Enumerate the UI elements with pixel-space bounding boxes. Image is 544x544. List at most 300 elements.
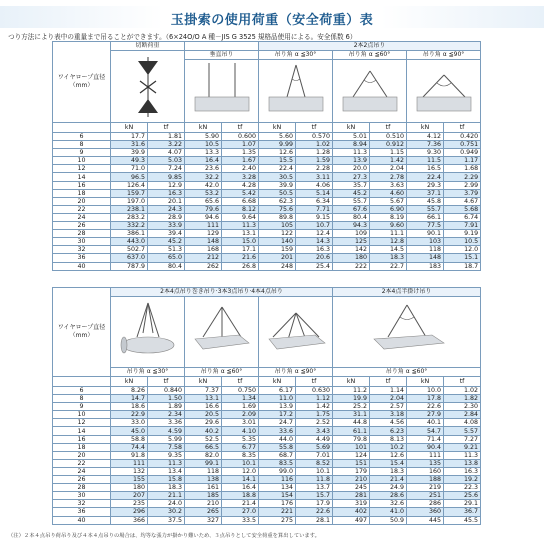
load-value: 13.9 [333,157,370,165]
load-value: 0.420 [444,133,481,141]
load-value: 16.6 [185,403,222,411]
load-value: 41.0 [370,508,407,516]
load-value: 1.42 [370,157,407,165]
load-value: 91.8 [111,451,148,459]
load-value: 161 [185,484,222,492]
load-value: 245 [333,484,370,492]
load-value: 11.3 [444,451,481,459]
load-value: 32.6 [370,500,407,508]
load-value: 5.14 [296,189,333,197]
load-value: 1.17 [444,157,481,165]
load-value: 15.1 [444,254,481,262]
rope-diameter: 14 [53,173,111,181]
load-value: 9.99 [259,141,296,149]
load-value: 1.35 [222,149,259,157]
cut-load-header: 切断荷重 [111,42,185,51]
table-row [53,492,481,500]
load-value: 4.28 [222,181,259,189]
load-value: 6.90 [370,205,407,213]
table-row [53,238,481,246]
load-value: 1.81 [148,133,185,141]
load-value: 9.35 [148,451,185,459]
load-value: 50.5 [259,189,296,197]
load-value: 10.7 [296,222,333,230]
rope-diameter: 30 [53,238,111,246]
load-value: 18.8 [222,492,259,500]
load-value: 7.01 [296,451,333,459]
load-value: 25.2 [333,403,370,411]
angle30-header-2: 吊り角 α ≦30° [111,368,185,377]
table-row [53,500,481,508]
load-value: 4.06 [296,181,333,189]
rope-diameter: 10 [53,411,111,419]
load-value: 28.9 [148,213,185,221]
load-value: 3.22 [148,141,185,149]
load-value: 151 [333,459,370,467]
load-value: 29.3 [407,181,444,189]
load-value: 3.01 [222,419,259,427]
load-value: 3.43 [296,427,333,435]
table-row [53,411,481,419]
load-value: 9.30 [407,149,444,157]
load-value: 2.40 [222,165,259,173]
load-value: 31.6 [111,141,148,149]
load-value: 35.7 [333,181,370,189]
rope-diameter: 24 [53,467,111,475]
load-value: 17.9 [296,500,333,508]
load-value: 140 [259,238,296,246]
load-value: 10.1 [222,459,259,467]
unit-header: tf [148,377,185,387]
load-value: 248 [259,262,296,270]
load-value: 12.8 [370,238,407,246]
load-value: 0.750 [222,387,259,395]
load-value: 11.8 [296,476,333,484]
load-value: 4.56 [370,419,407,427]
load-value: 16.3 [148,189,185,197]
load-value: 4.60 [370,189,407,197]
load-value: 4.08 [444,419,481,427]
angle30-figure [259,60,333,123]
table-row [53,230,481,238]
rope-diameter: 18 [53,189,111,197]
load-value: 24.0 [148,500,185,508]
load-value: 0.510 [370,133,407,141]
table-row [53,197,481,205]
load-value: 16.3 [296,246,333,254]
table-row [53,387,481,395]
load-value: 39.9 [259,181,296,189]
load-value: 4.10 [222,427,259,435]
load-value: 10.0 [407,387,444,395]
load-value: 4.59 [148,427,185,435]
load-value: 1.02 [296,141,333,149]
load-value: 29.1 [444,500,481,508]
unit-header: kN [185,377,222,387]
load-value: 154 [259,492,296,500]
rope-diameter: 8 [53,141,111,149]
load-value: 13.1 [185,395,222,403]
load-value: 386.1 [111,230,148,238]
load-value: 22.4 [407,173,444,181]
table-row [53,476,481,484]
load-value: 1.69 [222,403,259,411]
load-value: 179 [333,467,370,475]
table-row [53,222,481,230]
unit-header: tf [296,377,333,387]
load-value: 11.3 [333,149,370,157]
load-value: 1.89 [148,403,185,411]
rope-diameter: 22 [53,205,111,213]
angle60-figure-2 [185,297,259,368]
load-value: 148 [407,254,444,262]
load-value: 25.6 [444,492,481,500]
load-value: 1.12 [296,395,333,403]
load-value: 1.82 [444,395,481,403]
load-value: 11.3 [148,459,185,467]
load-value: 168 [185,246,222,254]
unit-header: kN [111,377,148,387]
load-value: 319 [333,500,370,508]
load-value: 22.4 [259,165,296,173]
load-value: 5.35 [222,435,259,443]
load-value: 6.74 [444,213,481,221]
load-value: 16.5 [407,165,444,173]
load-value: 12.0 [444,246,481,254]
three-point-lift-icon [189,299,255,365]
choker-lift-icon [115,299,181,365]
load-value: 20.1 [148,197,185,205]
load-value: 90.4 [407,443,444,451]
load-value: 219 [407,484,444,492]
load-value: 5.90 [185,133,222,141]
angle30-lift-icon [263,61,329,121]
unit-header: kN [407,123,444,133]
table-row [53,133,481,141]
angle60-figure [333,60,407,123]
load-value: 2.52 [296,419,333,427]
load-value: 180 [333,254,370,262]
load-table-2 [52,287,481,525]
load-value: 15.8 [148,476,185,484]
load-value: 22.7 [370,262,407,270]
load-value: 132 [111,467,148,475]
load-value: 66.5 [185,443,222,451]
table-row [53,262,481,270]
load-value: 6.68 [222,197,259,205]
load-value: 58.8 [111,435,148,443]
load-value: 125 [333,238,370,246]
load-value: 129 [185,230,222,238]
load-value: 142 [333,246,370,254]
load-value: 30.5 [259,173,296,181]
load-value: 21.6 [222,254,259,262]
rope-diameter: 10 [53,157,111,165]
load-value: 7.27 [444,435,481,443]
load-value: 159 [259,246,296,254]
load-value: 6.23 [370,427,407,435]
load-value: 1.14 [370,387,407,395]
unit-header: tf [444,123,481,133]
load-value: 11.3 [222,222,259,230]
load-value: 296 [111,508,148,516]
load-value: 2.99 [444,181,481,189]
load-value: 286 [407,500,444,508]
load-value: 445 [407,516,444,524]
load-value: 13.4 [148,467,185,475]
unit-header: tf [148,123,185,133]
load-value: 11.1 [370,230,407,238]
load-value: 212 [185,254,222,262]
group-header: 2本4点吊り巻き吊り·3本3点吊り·4本4点吊り [111,288,333,297]
rope-diameter: 36 [53,508,111,516]
unit-header: tf [444,377,481,387]
load-value: 9.19 [444,230,481,238]
vertical-figure [185,60,259,123]
rope-diameter: 26 [53,476,111,484]
load-value: 80.4 [333,213,370,221]
rope-diameter: 9 [53,149,111,157]
load-value: 40.2 [185,427,222,435]
load-value: 45.2 [333,189,370,197]
cut-wire-icon [128,55,168,119]
load-value: 24.9 [370,484,407,492]
footnote: （注）２本４点吊り荷吊り及び４本４点吊りの場合は、均等な張力が掛かり難いため、３点吊りとして安全荷重を算出しています。 [8,533,320,539]
load-value: 25.4 [296,262,333,270]
four-point-lift-icon [263,299,329,365]
load-value: 61.1 [333,427,370,435]
load-value: 402 [333,508,370,516]
load-value: 45.0 [111,427,148,435]
load-value: 71.0 [111,165,148,173]
load-value: 18.7 [444,262,481,270]
load-value: 24.3 [148,205,185,213]
load-value: 502.7 [111,246,148,254]
load-value: 10.5 [185,141,222,149]
table-row [53,149,481,157]
load-value: 55.7 [333,197,370,205]
load-value: 3.11 [296,173,333,181]
load-value: 8.26 [111,387,148,395]
load-value: 4.49 [296,435,333,443]
load-value: 71.4 [407,435,444,443]
load-value: 79.8 [333,435,370,443]
load-value: 18.6 [111,403,148,411]
load-value: 5.01 [333,133,370,141]
load-value: 2.29 [444,173,481,181]
load-value: 22.3 [444,484,481,492]
load-value: 33.5 [222,516,259,524]
load-value: 19.9 [333,395,370,403]
load-value: 1.67 [222,157,259,165]
load-value: 37.5 [148,516,185,524]
load-value: 15.5 [259,157,296,165]
load-value: 39.4 [148,230,185,238]
rope-diameter: 6 [53,387,111,395]
angle90-header: 吊り角 α ≦90° [407,51,481,60]
load-value: 99.0 [259,467,296,475]
vertical-header: 垂直吊り [185,51,259,60]
load-value: 9.15 [296,213,333,221]
load-value: 0.751 [444,141,481,149]
angle60-header-2: 吊り角 α ≦60° [185,368,259,377]
load-value: 9.60 [370,222,407,230]
load-value: 118 [185,467,222,475]
load-value: 124 [333,451,370,459]
load-value: 94.6 [185,213,222,221]
load-value: 265 [185,508,222,516]
table-row [53,459,481,467]
load-value: 4.12 [407,133,444,141]
load-value: 366 [111,516,148,524]
load-value: 210 [333,476,370,484]
load-value: 94.3 [333,222,370,230]
load-value: 122 [259,230,296,238]
load-value: 3.36 [148,419,185,427]
load-value: 5.03 [148,157,185,165]
rope-diameter: 16 [53,435,111,443]
table-row [53,508,481,516]
load-value: 7.91 [444,222,481,230]
load-value: 16.4 [185,157,222,165]
load-value: 99.1 [185,459,222,467]
rope-diameter: 18 [53,443,111,451]
intro-note: つり方法により表中の重量まで吊ることができます。（6×24O/O A 種－JIS G 3525 規格品使用による。安全係数 6） [8,33,357,41]
load-value: 1.15 [370,149,407,157]
load-value: 21.1 [148,492,185,500]
angle60-header-3: 吊り角 α ≦60° [333,368,481,377]
rope-diameter: 28 [53,484,111,492]
load-value: 37.1 [407,189,444,197]
load-value: 8.19 [370,213,407,221]
load-value: 16.4 [222,484,259,492]
load-value: 2.78 [370,173,407,181]
two-point-header: 2本2点吊り [259,42,481,51]
table-row [53,484,481,492]
load-value: 251 [407,492,444,500]
load-value: 54.7 [407,427,444,435]
load-value: 5.42 [222,189,259,197]
load-table-1 [52,41,481,271]
load-value: 22.6 [407,403,444,411]
load-value: 13.1 [222,230,259,238]
rope-diameter: 24 [53,213,111,221]
load-value: 8.52 [296,459,333,467]
vertical-lift-icon [189,61,255,121]
load-value: 27.0 [222,508,259,516]
load-value: 80.4 [148,262,185,270]
load-value: 49.3 [111,157,148,165]
load-value: 180 [111,484,148,492]
load-value: 210 [185,500,222,508]
rope-diameter: 6 [53,133,111,141]
load-value: 497 [333,516,370,524]
load-value: 155 [111,476,148,484]
table-row [53,165,481,173]
load-value: 443.0 [111,238,148,246]
load-value: 281 [333,492,370,500]
load-value: 0.630 [296,387,333,395]
load-value: 13.7 [296,484,333,492]
load-value: 23.6 [185,165,222,173]
load-value: 77.5 [407,222,444,230]
load-value: 1.34 [222,395,259,403]
load-value: 62.3 [259,197,296,205]
rope-diameter: 30 [53,492,111,500]
load-value: 1.28 [296,149,333,157]
load-value: 1.75 [296,411,333,419]
load-value: 36.7 [444,508,481,516]
load-value: 1.07 [222,141,259,149]
load-value: 55.8 [259,443,296,451]
load-value: 28.1 [296,516,333,524]
load-value: 148 [185,238,222,246]
load-value: 14.3 [296,238,333,246]
load-value: 4.07 [148,149,185,157]
load-value: 111 [407,451,444,459]
angle90-figure-2 [259,297,333,368]
half-hitch-figure [333,297,481,368]
load-value: 20.5 [185,411,222,419]
table-row [53,435,481,443]
load-value: 66.1 [407,213,444,221]
unit-header: kN [259,123,296,133]
load-value: 96.5 [111,173,148,181]
rope-diameter: 26 [53,222,111,230]
load-value: 50.9 [370,516,407,524]
load-value: 11.5 [407,157,444,165]
load-value: 105 [259,222,296,230]
load-value: 10.2 [370,443,407,451]
rope-diameter: 12 [53,419,111,427]
load-value: 52.5 [185,435,222,443]
load-value: 90.1 [407,230,444,238]
load-value: 134 [259,484,296,492]
table-row [53,181,481,189]
unit-header: kN [333,377,370,387]
angle30-header: 吊り角 α ≦30° [259,51,333,60]
load-value: 138 [185,476,222,484]
load-value: 135 [407,459,444,467]
load-value: 262 [185,262,222,270]
load-value: 55.7 [407,205,444,213]
angle90-lift-icon [411,61,477,121]
load-value: 7.24 [148,165,185,173]
load-value: 3.79 [444,189,481,197]
load-value: 40.1 [407,419,444,427]
load-value: 5.68 [444,205,481,213]
title-band [0,6,544,28]
load-value: 12.4 [296,230,333,238]
load-value: 17.2 [259,411,296,419]
angle60-lift-icon [337,61,403,121]
load-value: 33.0 [111,419,148,427]
load-value: 53.2 [185,189,222,197]
load-value: 332.2 [111,222,148,230]
load-value: 11.0 [259,395,296,403]
load-value: 221 [259,508,296,516]
load-value: 9.64 [222,213,259,221]
unit-header: kN [185,123,222,133]
load-value: 101 [333,443,370,451]
table-row [53,419,481,427]
load-value: 116 [259,476,296,484]
load-value: 7.71 [296,205,333,213]
rope-diameter: 40 [53,262,111,270]
table-row [53,451,481,459]
load-value: 65.0 [148,254,185,262]
load-value: 8.12 [222,205,259,213]
